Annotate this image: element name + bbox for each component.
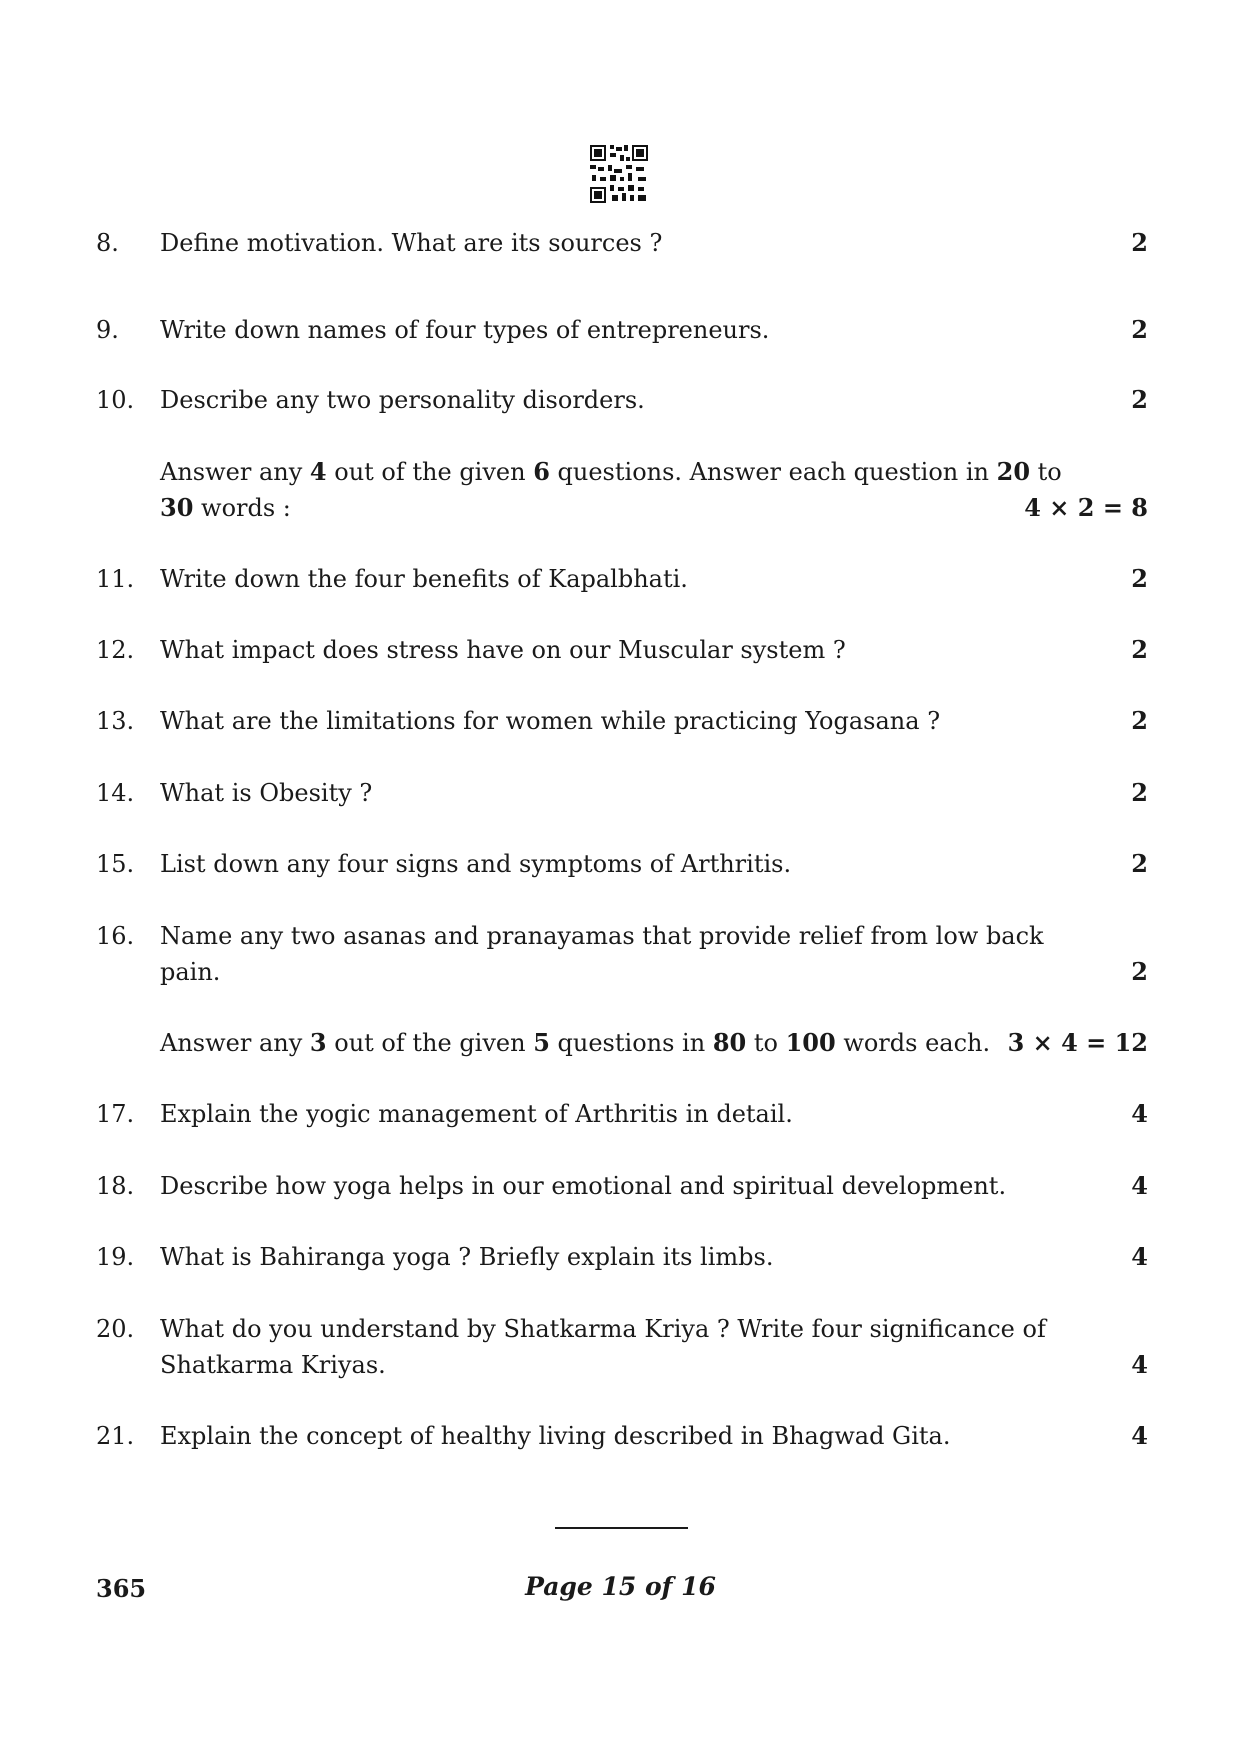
instruction-line-2: 30 words : [160, 493, 291, 522]
question-number: 13. [96, 707, 135, 735]
end-divider [555, 1527, 688, 1529]
question-marks: 2 [1131, 385, 1148, 414]
question-text: What is Bahiranga yoga ? Briefly explain its limbs. [160, 1243, 774, 1271]
question-number: 17. [96, 1100, 135, 1128]
question-marks: 4 [1131, 1350, 1148, 1379]
question-marks: 4 [1131, 1171, 1148, 1200]
question-20 [96, 1311, 1148, 1383]
question-number: 16. [96, 922, 135, 950]
question-text: Name any two asanas and pranayamas that provide relief from low back pain. [160, 922, 1044, 986]
question-text: List down any four signs and symptoms of Arthritis. [160, 850, 792, 878]
question-marks: 2 [1131, 635, 1148, 664]
question-marks: 2 [1131, 849, 1148, 878]
instruction-line-1: Answer any 4 out of the given 6 questions. Answer each question in 20 to [160, 457, 1062, 486]
question-marks: 4 [1131, 1421, 1148, 1450]
question-number: 8. [96, 229, 119, 257]
question-number: 10. [96, 386, 135, 414]
question-marks: 2 [1131, 315, 1148, 344]
question-text: Explain the concept of healthy living described in Bhagwad Gita. [160, 1422, 951, 1450]
question-text: What are the limitations for women while practicing Yogasana ? [160, 707, 941, 735]
instruction-line-1: Answer any 3 out of the given 5 questions in 80 to 100 words each. [160, 1028, 991, 1057]
question-text: Describe any two personality disorders. [160, 386, 645, 414]
question-marks: 4 [1131, 1242, 1148, 1271]
question-number: 18. [96, 1172, 135, 1200]
question-text: What do you understand by Shatkarma Kriya ? Write four significance of Shatkarma Kriyas. [160, 1315, 1046, 1379]
question-marks: 4 [1131, 1099, 1148, 1128]
section-c-instruction [160, 1025, 1148, 1061]
question-16 [96, 918, 1148, 990]
question-marks: 2 [1131, 957, 1148, 986]
section-marks: 3 × 4 = 12 [1007, 1028, 1148, 1057]
question-number: 9. [96, 316, 119, 344]
qr-code-icon [590, 145, 648, 203]
question-number: 15. [96, 850, 135, 878]
paper-code: 365 [96, 1574, 147, 1603]
question-text: Define motivation. What are its sources ? [160, 229, 663, 257]
section-marks: 4 × 2 = 8 [1024, 493, 1148, 522]
page-number: Page 15 of 16 [525, 1572, 716, 1601]
question-number: 11. [96, 565, 135, 593]
question-text: Explain the yogic management of Arthritis in detail. [160, 1100, 793, 1128]
question-marks: 2 [1131, 228, 1148, 257]
question-number: 12. [96, 636, 135, 664]
question-marks: 2 [1131, 778, 1148, 807]
question-marks: 2 [1131, 564, 1148, 593]
question-number: 14. [96, 779, 135, 807]
question-marks: 2 [1131, 706, 1148, 735]
question-text: Describe how yoga helps in our emotional and spiritual development. [160, 1172, 1007, 1200]
question-number: 19. [96, 1243, 135, 1271]
question-text: What impact does stress have on our Muscular system ? [160, 636, 846, 664]
question-text: Write down the four benefits of Kapalbhati. [160, 565, 688, 593]
question-text: What is Obesity ? [160, 779, 373, 807]
section-b-instruction [160, 454, 1148, 526]
question-number: 20. [96, 1315, 135, 1343]
question-number: 21. [96, 1422, 135, 1450]
question-text: Write down names of four types of entrepreneurs. [160, 316, 770, 344]
